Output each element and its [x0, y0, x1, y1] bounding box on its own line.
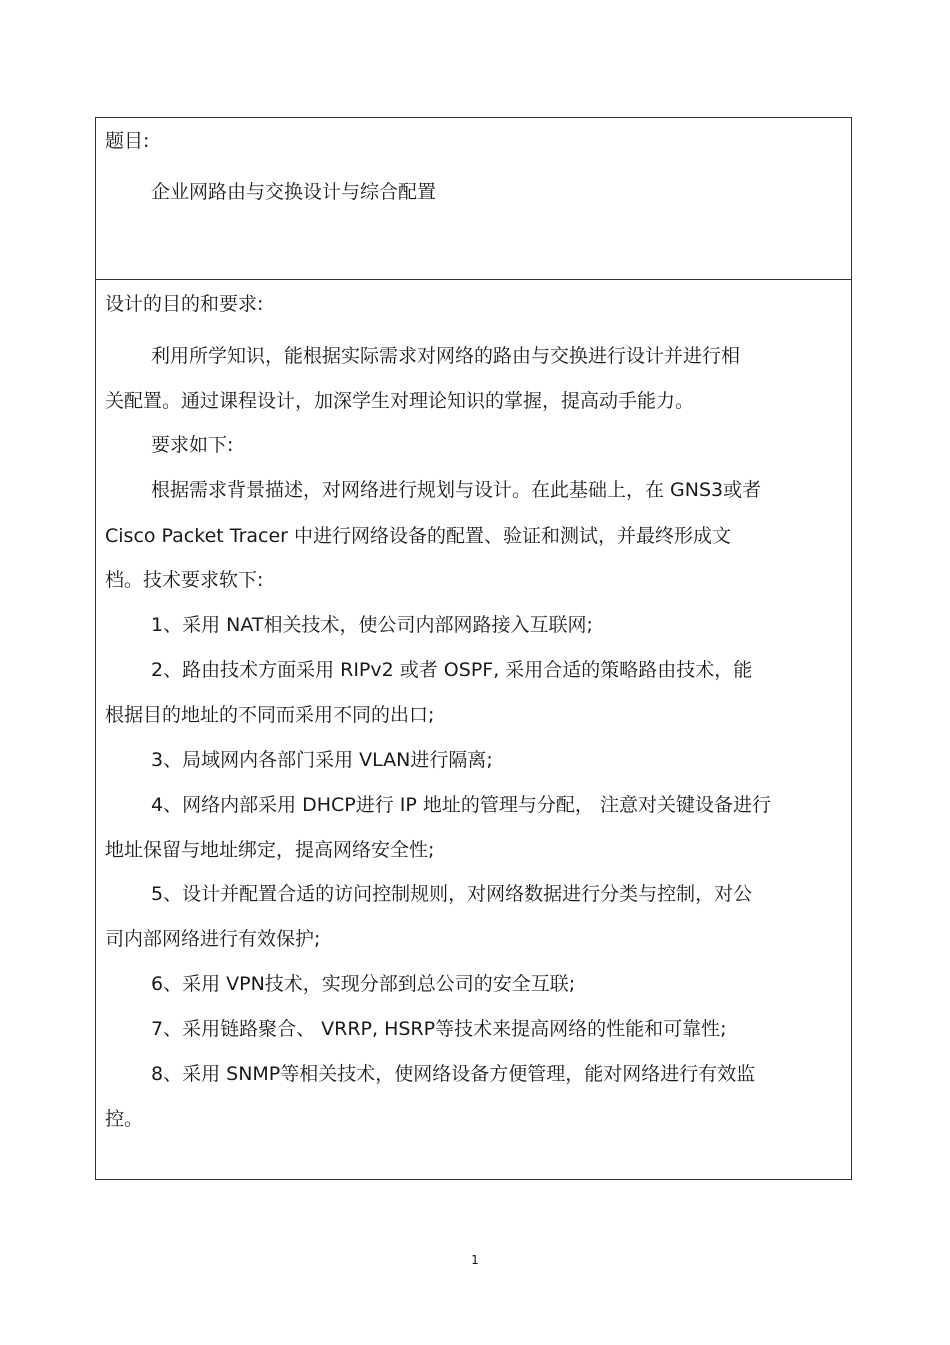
paragraph-line: 关配置。通过课程设计，加深学生对理论知识的掌握，提高动手能力。 [105, 390, 695, 412]
table-divider [96, 279, 851, 280]
list-item: 根据目的地址的不同而采用不同的出口; [105, 704, 435, 726]
list-item: 地址保留与地址绑定，提高网络安全性; [105, 839, 435, 861]
list-item: 6、采用 VPN技术，实现分部到总公司的安全互联; [151, 973, 576, 995]
list-item: 3、局域网内各部门采用 VLAN进行隔离; [151, 749, 493, 771]
list-item: 司内部网络进行有效保护; [105, 928, 321, 950]
list-item: 控。 [105, 1108, 144, 1130]
list-item: 2、路由技术方面采用 RIPv2 或者 OSPF, 采用合适的策略路由技术，能 [151, 659, 753, 681]
topic-title: 企业网路由与交换设计与综合配置 [151, 181, 437, 203]
paragraph-line: 利用所学知识，能根据实际需求对网络的路由与交换进行设计并进行相 [151, 345, 741, 367]
requirements-label: 设计的目的和要求: [105, 293, 264, 315]
topic-label: 题目: [105, 130, 150, 152]
paragraph-line: 要求如下: [151, 434, 234, 456]
paragraph-line: Cisco Packet Tracer 中进行网络设备的配置、验证和测试，并最终形成文 [105, 525, 732, 547]
list-item: 5、设计并配置合适的访问控制规则，对网络数据进行分类与控制，对公 [151, 883, 753, 905]
paragraph-line: 根据需求背景描述，对网络进行规划与设计。在此基础上，在 GNS3或者 [151, 479, 762, 501]
page-number: 1 [471, 1253, 479, 1267]
list-item: 8、采用 SNMP等相关技术，使网络设备方便管理，能对网络进行有效监 [151, 1063, 756, 1085]
requirements-table [95, 117, 852, 1180]
list-item: 1、采用 NAT相关技术，使公司内部网路接入互联网; [151, 614, 593, 636]
list-item: 7、采用链路聚合、 VRRP, HSRP等技术来提高网络的性能和可靠性; [151, 1018, 727, 1040]
list-item: 4、网络内部采用 DHCP进行 IP 地址的管理与分配， 注意对关键设备进行 [151, 794, 771, 816]
paragraph-line: 档。技术要求软下: [105, 569, 264, 591]
